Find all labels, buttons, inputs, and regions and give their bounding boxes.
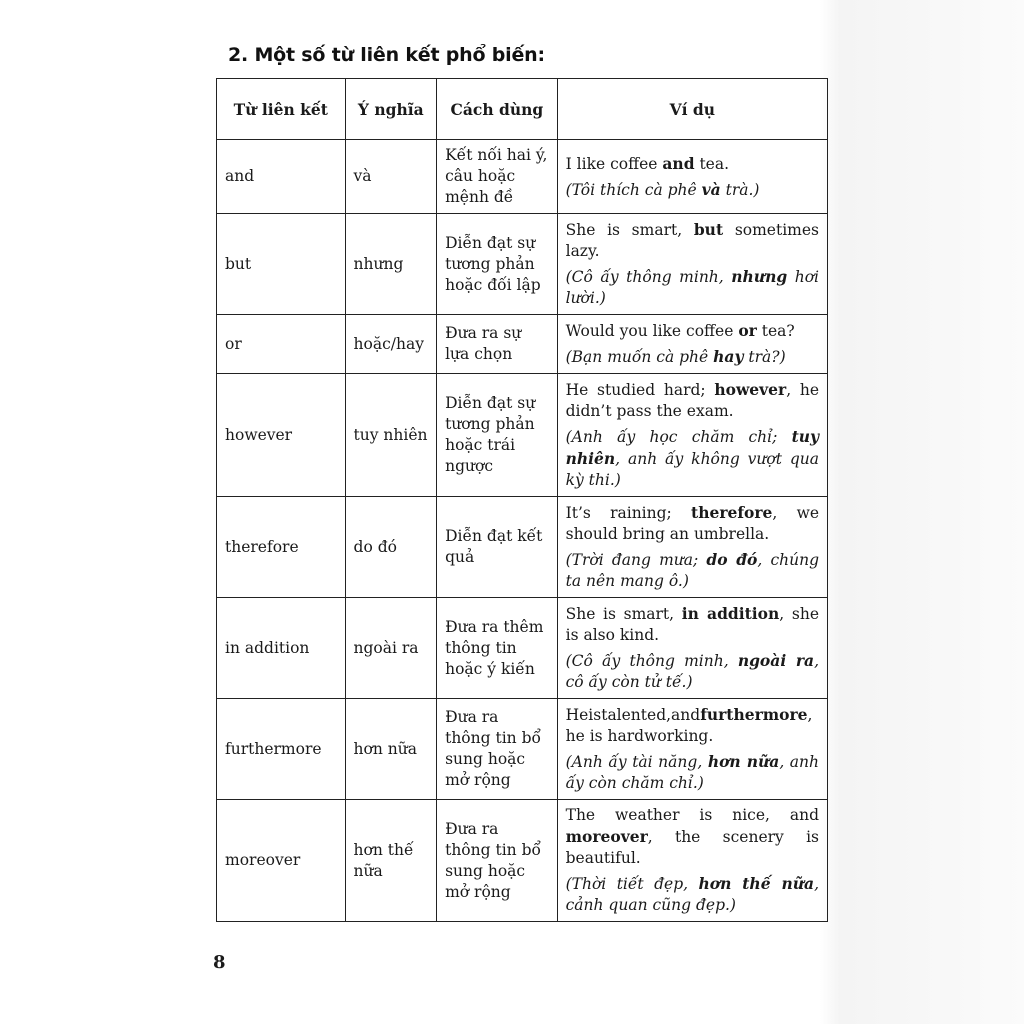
example-english-text: sometimes lazy. — [565, 221, 819, 260]
example-english-text: She is smart, — [565, 605, 682, 623]
usage-text: Đưa ra sự lựa chọn — [445, 324, 522, 363]
example-english — [566, 805, 819, 869]
example-english — [566, 153, 819, 175]
usage — [437, 315, 558, 374]
example-english-text: , the scenery is beautiful. — [565, 828, 819, 867]
example-vietnamese-text: (Cô ấy thông minh, — [565, 268, 732, 286]
emphasized-linking-word: but — [693, 220, 724, 239]
example-english-text: He studied hard; — [565, 381, 715, 399]
emphasized-linking-word: hay — [713, 347, 744, 366]
example-vietnamese-text: (Cô ấy thông minh, — [565, 652, 738, 670]
linking-word — [217, 315, 346, 374]
section-heading: 2. Một số từ liên kết phổ biến: — [228, 44, 545, 66]
word-text: or — [225, 334, 242, 353]
example — [557, 214, 827, 315]
usage — [437, 140, 558, 214]
example-english — [566, 502, 819, 545]
example-english — [566, 320, 819, 342]
meaning-text: ngoài ra — [353, 638, 419, 657]
example — [557, 374, 827, 497]
meaning-text: hơn thế nữa — [353, 840, 414, 880]
usage-text: Diễn đạt kết quả — [445, 527, 543, 566]
emphasized-linking-word: và — [701, 179, 721, 199]
header-meaning: Ý nghĩa — [345, 79, 437, 140]
word-text: moreover — [225, 851, 301, 869]
example-english — [566, 219, 819, 262]
example-english-text: , he didn’t pass the exam. — [565, 381, 819, 420]
emphasized-linking-word: in addition — [681, 604, 780, 623]
example-vietnamese-text: (Trời đang mưa; — [565, 551, 707, 569]
example-english-text: Would you like coffee — [565, 322, 739, 340]
example-english-text: tea. — [694, 154, 730, 173]
example-vietnamese — [566, 179, 819, 201]
example-vietnamese — [566, 426, 819, 491]
example-vietnamese-text: , cô ấy còn tử tế.) — [565, 652, 820, 691]
meaning-text: hơn nữa — [353, 739, 417, 758]
meaning — [345, 699, 437, 800]
example-english-text: , he is hardworking. — [565, 706, 813, 745]
linking-word — [217, 214, 346, 315]
word-text: in addition — [225, 638, 310, 657]
table-row — [217, 598, 828, 699]
emphasized-linking-word: do đó — [706, 550, 758, 569]
header-example: Ví dụ — [557, 79, 827, 140]
example-english — [566, 379, 819, 422]
meaning — [345, 800, 437, 922]
example-english-text: She is smart, — [565, 221, 694, 239]
example-english-text: , we should bring an umbrella. — [565, 504, 820, 543]
example-english-text: tea? — [756, 322, 795, 340]
example-vietnamese — [566, 873, 819, 916]
word-text: furthermore — [225, 739, 322, 758]
header-word: Từ liên kết — [217, 79, 346, 140]
usage — [437, 214, 558, 315]
example-vietnamese-text: , cảnh quan cũng đẹp.) — [565, 875, 819, 914]
linking-word — [217, 800, 346, 922]
emphasized-linking-word: tuy nhiên — [565, 427, 819, 468]
example-vietnamese-text: hơi lười.) — [565, 268, 819, 307]
emphasized-linking-word: ngoài ra — [737, 651, 815, 670]
word-text: however — [225, 425, 293, 444]
example-vietnamese — [566, 751, 819, 794]
linking-word — [217, 374, 346, 497]
meaning — [345, 315, 437, 374]
meaning-text: tuy nhiên — [353, 425, 428, 444]
table-row — [217, 315, 828, 374]
meaning — [345, 598, 437, 699]
example-vietnamese — [566, 346, 819, 368]
example-vietnamese-text: (Anh ấy học chăm chỉ; — [565, 428, 792, 446]
example-vietnamese-text: (Anh ấy tài năng, — [565, 753, 708, 771]
usage — [437, 598, 558, 699]
table-row — [217, 800, 828, 922]
word-text: and — [225, 167, 255, 185]
header-usage: Cách dùng — [437, 79, 558, 140]
emphasized-linking-word: nhưng — [731, 267, 788, 286]
meaning-text: nhưng — [353, 254, 404, 273]
example-vietnamese-text: , chúng ta nên mang ô.) — [565, 551, 820, 590]
example — [557, 598, 827, 699]
example-vietnamese — [566, 549, 819, 592]
example-vietnamese-text: trà.) — [720, 180, 760, 199]
example-english-text: , she is also kind. — [565, 605, 819, 644]
linking-word — [217, 497, 346, 598]
example-english-text: Heistalented,and — [565, 706, 701, 724]
word-text: but — [225, 254, 252, 273]
table-row — [217, 214, 828, 315]
emphasized-linking-word: moreover — [565, 827, 648, 846]
meaning — [345, 140, 437, 214]
linking-word — [217, 699, 346, 800]
table-row — [217, 374, 828, 497]
emphasized-linking-word: hơn thế nữa — [698, 874, 815, 893]
example — [557, 497, 827, 598]
example-vietnamese-text: (Thời tiết đẹp, — [565, 875, 699, 893]
meaning — [345, 374, 437, 497]
example-vietnamese-text: , anh ấy không vượt qua kỳ thi.) — [565, 450, 819, 489]
emphasized-linking-word: or — [738, 321, 757, 340]
page-number: 8 — [213, 952, 226, 973]
example-vietnamese-text: (Tôi thích cà phê — [565, 180, 702, 199]
meaning — [345, 497, 437, 598]
example-vietnamese-text: , anh ấy còn chăm chỉ.) — [565, 753, 820, 792]
usage-text: Đưa ra thông tin bổ sung hoặc mở rộng — [445, 708, 541, 789]
example-vietnamese-text: (Bạn muốn cà phê — [565, 348, 714, 366]
meaning-text: hoặc/hay — [353, 334, 424, 353]
example-vietnamese-text: trà?) — [743, 348, 786, 366]
emphasized-linking-word: furthermore — [700, 705, 808, 724]
table-row — [217, 497, 828, 598]
usage — [437, 497, 558, 598]
usage-text: Đưa ra thông tin bổ sung hoặc mở rộng — [445, 819, 541, 901]
example-english — [566, 704, 819, 747]
emphasized-linking-word: and — [662, 153, 695, 173]
linking-word — [217, 140, 346, 214]
word-text: therefore — [225, 537, 299, 556]
emphasized-linking-word: however — [714, 380, 787, 399]
usage — [437, 374, 558, 497]
usage — [437, 699, 558, 800]
example-english-text: The weather is nice, and — [565, 806, 819, 824]
example — [557, 800, 827, 922]
example-english-text: I like coffee — [565, 154, 663, 173]
usage-text: Kết nối hai ý, câu hoặc mệnh đề — [445, 146, 548, 206]
usage — [437, 800, 558, 922]
example-vietnamese — [566, 266, 819, 309]
example-english — [566, 603, 819, 646]
example-vietnamese — [566, 650, 819, 693]
emphasized-linking-word: therefore — [691, 503, 773, 522]
meaning-text: do đó — [353, 537, 397, 556]
linking-word — [217, 598, 346, 699]
example — [557, 315, 827, 374]
linking-words-table — [216, 78, 828, 922]
emphasized-linking-word: hơn nữa — [707, 752, 780, 771]
example-english-text: It’s raining; — [565, 504, 692, 522]
meaning — [345, 214, 437, 315]
table-row — [217, 699, 828, 800]
example — [557, 140, 827, 214]
example — [557, 699, 827, 800]
usage-text: Diễn đạt sự tương phản hoặc trái ngược — [445, 394, 536, 475]
meaning-text: và — [353, 167, 372, 185]
table-row — [217, 140, 828, 214]
usage-text: Đưa ra thêm thông tin hoặc ý kiến — [445, 617, 544, 678]
table-header-row — [217, 79, 828, 140]
usage-text: Diễn đạt sự tương phản hoặc đối lập — [445, 233, 541, 294]
